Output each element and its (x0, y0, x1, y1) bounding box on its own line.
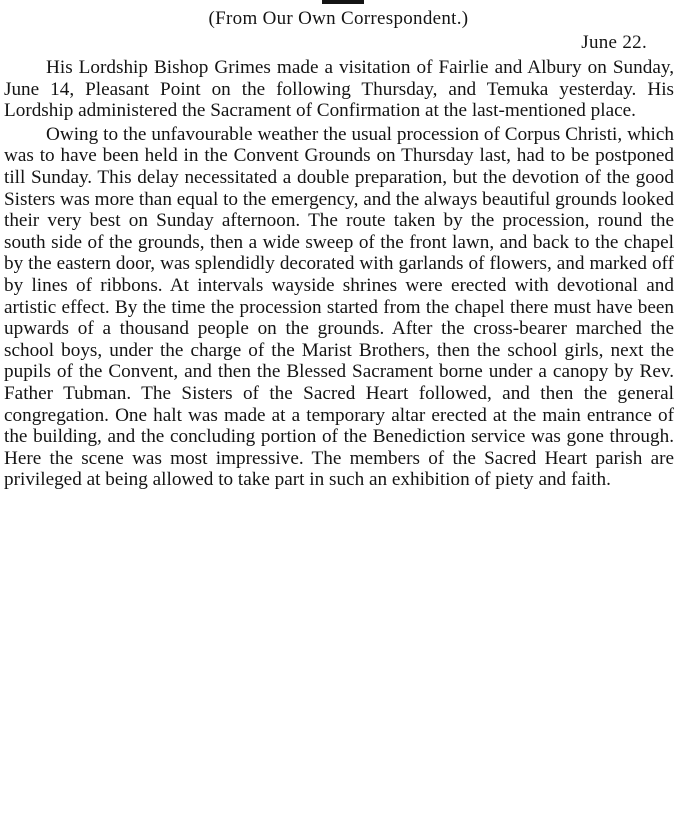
paragraph-corpus-christi-procession: Owing to the unfavourable weather the usual procession of Corpus Christi, which was to have been held in the Convent Grounds on Thursday last, had to be postponed till Sunday. This delay necessitated a double preparation, but the devotion of the good Sisters was more than equal to the emergency, and the always beautiful grounds looked their very best on Sunday afternoon. The route taken by the procession, round the south side of the grounds, then a wide sweep of the front lawn, and back to the chapel by the eastern door, was splendidly decorated with garlands of flowers, and marked off by lines of ribbons. At intervals wayside shrines were erected with devotional and artistic effect. By the time the procession started from the chapel there must have been upwards of a thousand people on the grounds. After the cross-bearer marched the school boys, under the charge of the Marist Brothers, then the school girls, next the pupils of the Convent, and then the Blessed Sacrament borne under a canopy by Rev. Father Tubman. The Sisters of the Sacred Heart followed, and then the general congregation. One halt was made at a temporary altar erected at the main entrance of the building, and the concluding portion of the Benediction service was gone through. Here the scene was most impressive. The members of the Sacred Heart parish are privileged at being allowed to take part in such an exhibition of piety and faith. (4, 123, 674, 491)
article-body (4, 57, 674, 493)
column-rule (322, 0, 364, 4)
dateline: June 22. (581, 32, 647, 53)
paragraph-bishop-visitation: His Lordship Bishop Grimes made a visitation of Fairlie and Albury on Sunday, June 14, Pleasant Point on the following Thursday, and Temuka yesterday. His Lordship administered the Sacrament of Confirmation at the last-mentioned place. (4, 57, 674, 122)
byline: (From Our Own Correspondent.) (208, 8, 469, 29)
